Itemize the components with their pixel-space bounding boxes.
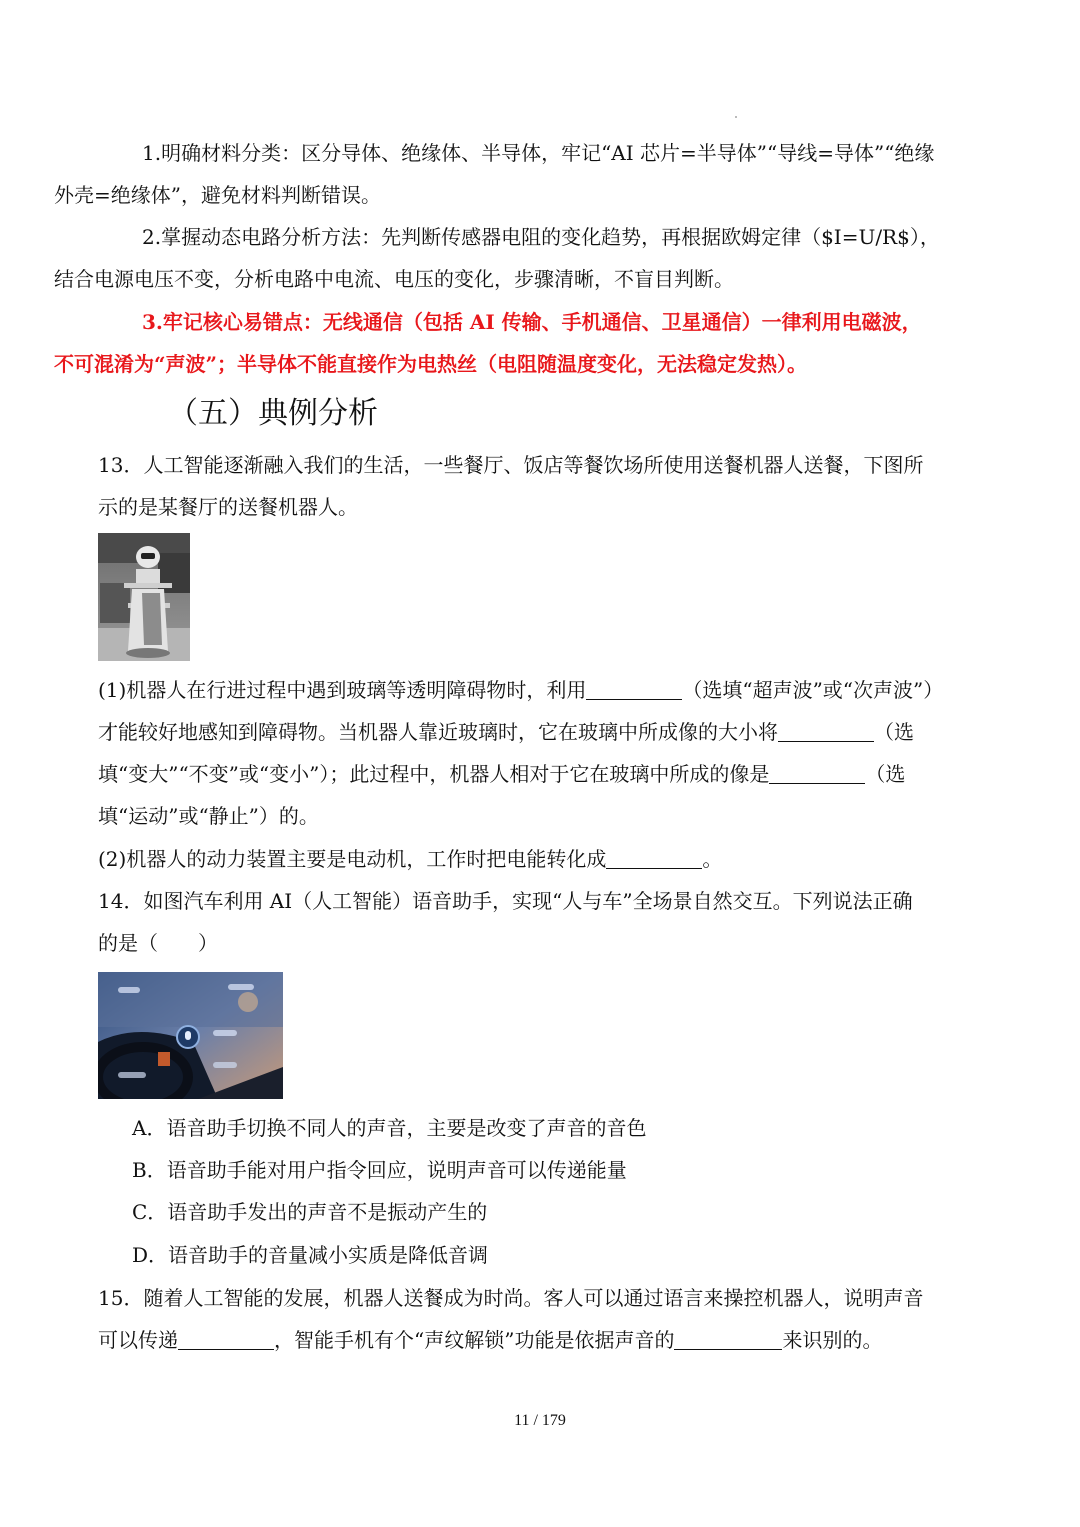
- delivery-robot-photo: [98, 533, 190, 661]
- tip-2-line-1: 2.掌握动态电路分析方法：先判断传感器电阻的变化趋势，再根据欧姆定律（$I=U/R$），: [142, 225, 940, 249]
- q13-part1-text-e: 填“变大”“不变”或“变小”）；此过程中，机器人相对于它在玻璃中所成的像是: [98, 762, 770, 786]
- q15-line-1: 15．随着人工智能的发展，机器人送餐成为时尚。客人可以通过语言来操控机器人，说明声音: [98, 1286, 924, 1310]
- q14-line-2: 的是（ ）: [98, 931, 218, 955]
- car-voice-assistant-photo: [98, 972, 283, 1099]
- q13-line-1: 13．人工智能逐渐融入我们的生活，一些餐厅、饭店等餐饮场所使用送餐机器人送餐，下图所: [98, 453, 924, 477]
- q13-part1-text-d: （选: [874, 720, 914, 744]
- option-c[interactable]: C．语音助手发出的声音不是振动产生的: [132, 1200, 488, 1224]
- question-13-stem: [98, 444, 982, 528]
- question-13-part-1: [98, 669, 982, 837]
- q13-part1-text-b: （选填“超声波”或“次声波”）: [682, 678, 944, 702]
- question-15: [98, 1277, 982, 1361]
- q13-part1-text-a: (1)机器人在行进过程中遇到玻璃等透明障碍物时，利用: [98, 678, 587, 702]
- q15-text-a: 可以传递: [98, 1328, 178, 1352]
- section-heading: （五）典例分析: [168, 396, 378, 431]
- question-13-part-2: [98, 838, 982, 880]
- tip-1-line-2: 外壳=绝缘体”，避免材料判断错误。: [54, 183, 381, 207]
- answer-blank-2[interactable]: [778, 721, 874, 742]
- tip-1-line-1: 1.明确材料分类：区分导体、绝缘体、半导体，牢记“AI 芯片=半导体”“导线=导体”“绝缘: [142, 141, 935, 165]
- question-14-stem: [98, 880, 982, 964]
- car-image-graphic: [98, 972, 283, 1099]
- q13-part1-text-f: （选: [865, 762, 906, 786]
- tip-3-line-1: 3.牢记核心易错点：无线通信（包括 AI 传输、手机通信、卫星通信）一律利用电磁波，: [142, 310, 922, 334]
- page-number: 11 / 179: [514, 1412, 566, 1429]
- option-a[interactable]: A．语音助手切换不同人的声音，主要是改变了声音的音色: [132, 1116, 647, 1140]
- tip-2-line-2: 结合电源电压不变，分析电路中电流、电压的变化，步骤清晰，不盲目判断。: [54, 267, 734, 291]
- q13-part1-text-g: 填“运动”或“静止”）的。: [98, 804, 319, 828]
- tip-3-line-2: 不可混淆为“声波”；半导体不能直接作为电热丝（电阻随温度变化，无法稳定发热）。: [54, 352, 808, 376]
- tip-paragraph-1: [54, 132, 982, 216]
- speck: [735, 116, 737, 118]
- q13-part2-text-a: (2)机器人的动力装置主要是电动机，工作时把电能转化成: [98, 847, 607, 871]
- answer-blank-1[interactable]: [586, 679, 682, 700]
- q15-text-b: ，智能手机有个“声纹解锁”功能是依据声音的: [274, 1328, 675, 1352]
- robot-image-graphic: [98, 533, 190, 661]
- q14-line-1: 14．如图汽车利用 AI（人工智能）语音助手，实现“人与车”全场景自然交互。下列说法正确: [98, 889, 913, 913]
- q15-text-c: 来识别的。: [782, 1328, 883, 1352]
- option-b[interactable]: B．语音助手能对用户指令回应，说明声音可以传递能量: [132, 1158, 627, 1182]
- answer-blank-3[interactable]: [769, 763, 865, 784]
- q13-part2-text-b: 。: [702, 847, 723, 871]
- q13-line-2: 示的是某餐厅的送餐机器人。: [98, 495, 358, 519]
- option-d[interactable]: D．语音助手的音量减小实质是降低音调: [132, 1243, 489, 1267]
- q13-part1-text-c: 才能较好地感知到障碍物。当机器人靠近玻璃时，它在玻璃中所成像的大小将: [98, 720, 778, 744]
- answer-blank-4[interactable]: [606, 848, 702, 869]
- tip-paragraph-3-highlight: [54, 301, 982, 385]
- answer-blank-6[interactable]: [674, 1329, 782, 1350]
- answer-blank-5[interactable]: [178, 1329, 274, 1350]
- tip-paragraph-2: [54, 216, 982, 300]
